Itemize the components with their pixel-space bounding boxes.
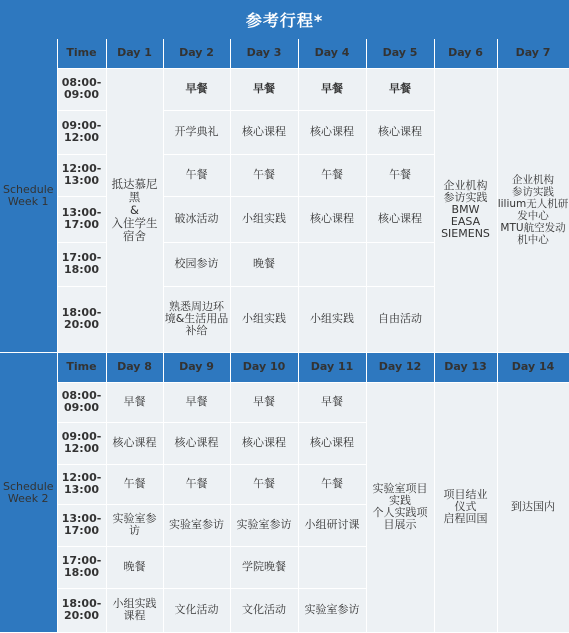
schedule-cell: 早餐 bbox=[163, 68, 230, 110]
schedule-cell: 核心课程 bbox=[230, 110, 298, 154]
header-day-2: Day 2 bbox=[163, 39, 230, 68]
schedule-cell: 午餐 bbox=[163, 464, 230, 504]
schedule-cell: 午餐 bbox=[230, 464, 298, 504]
schedule-cell: 早餐 bbox=[366, 68, 434, 110]
schedule-week1-table bbox=[0, 39, 569, 353]
schedule-cell: 核心课程 bbox=[298, 196, 366, 242]
schedule-cell: 早餐 bbox=[230, 68, 298, 110]
header-day-10: Day 10 bbox=[230, 353, 298, 382]
schedule-cell: 晚餐 bbox=[230, 242, 298, 286]
schedule-cell: 熟悉周边环 境&生活用品 补给 bbox=[163, 286, 230, 352]
header-day-1: Day 1 bbox=[106, 39, 163, 68]
schedule-cell: 午餐 bbox=[298, 464, 366, 504]
schedule-cell: 核心课程 bbox=[298, 110, 366, 154]
schedule-cell: 实验室参访 bbox=[298, 588, 366, 632]
time-slot: 08:00- 09:00 bbox=[57, 382, 106, 422]
schedule-cell: 早餐 bbox=[230, 382, 298, 422]
time-slot: 18:00- 20:00 bbox=[57, 588, 106, 632]
schedule-cell: 破冰活动 bbox=[163, 196, 230, 242]
day14-activity: 到达国内 bbox=[497, 382, 569, 632]
schedule-week2-table bbox=[0, 353, 569, 633]
day1-activity: 抵达慕尼 黑 & 入住学生 宿舍 bbox=[106, 68, 163, 352]
schedule-cell: 自由活动 bbox=[366, 286, 434, 352]
schedule-cell: 午餐 bbox=[230, 154, 298, 196]
schedule-cell bbox=[298, 242, 366, 286]
week2-label: Schedule Week 2 bbox=[0, 353, 57, 632]
day12-activity: 实验室项目 实践 个人实践项 目展示 bbox=[366, 382, 434, 632]
schedule-cell: 实验室参 访 bbox=[106, 504, 163, 546]
schedule-cell: 午餐 bbox=[163, 154, 230, 196]
schedule-cell: 核心课程 bbox=[106, 422, 163, 464]
schedule-cell bbox=[163, 546, 230, 588]
schedule-cell: 校园参访 bbox=[163, 242, 230, 286]
schedule-cell: 核心课程 bbox=[366, 110, 434, 154]
header-day-6: Day 6 bbox=[434, 39, 497, 68]
schedule-cell: 文化活动 bbox=[230, 588, 298, 632]
schedule-cell: 小组实践 bbox=[230, 196, 298, 242]
time-slot: 12:00- 13:00 bbox=[57, 154, 106, 196]
schedule-cell: 早餐 bbox=[298, 382, 366, 422]
schedule-cell bbox=[298, 546, 366, 588]
time-slot: 13:00- 17:00 bbox=[57, 196, 106, 242]
schedule-cell: 小组实践 bbox=[230, 286, 298, 352]
day7-activity: 企业机构 参访实践 lilium无人机研 发中心 MTU航空发动 机中心 bbox=[497, 68, 569, 352]
schedule-cell: 核心课程 bbox=[163, 422, 230, 464]
header-day-8: Day 8 bbox=[106, 353, 163, 382]
schedule-cell: 核心课程 bbox=[230, 422, 298, 464]
header-day-14: Day 14 bbox=[497, 353, 569, 382]
schedule-cell: 早餐 bbox=[298, 68, 366, 110]
header-day-4: Day 4 bbox=[298, 39, 366, 68]
time-slot: 09:00- 12:00 bbox=[57, 422, 106, 464]
schedule-cell: 实验室参访 bbox=[230, 504, 298, 546]
header-day-5: Day 5 bbox=[366, 39, 434, 68]
schedule-cell bbox=[366, 242, 434, 286]
schedule-cell: 小组研讨课 bbox=[298, 504, 366, 546]
time-slot: 12:00- 13:00 bbox=[57, 464, 106, 504]
time-slot: 17:00- 18:00 bbox=[57, 546, 106, 588]
header-time: Time bbox=[57, 353, 106, 382]
schedule-cell: 开学典礼 bbox=[163, 110, 230, 154]
time-slot: 09:00- 12:00 bbox=[57, 110, 106, 154]
time-slot: 18:00- 20:00 bbox=[57, 286, 106, 352]
header-day-11: Day 11 bbox=[298, 353, 366, 382]
schedule-cell: 晚餐 bbox=[106, 546, 163, 588]
week1-label: Schedule Week 1 bbox=[0, 39, 57, 352]
time-slot: 17:00- 18:00 bbox=[57, 242, 106, 286]
schedule-cell: 文化活动 bbox=[163, 588, 230, 632]
day6-activity: 企业机构 参访实践 BMW EASA SIEMENS bbox=[434, 68, 497, 352]
header-day-12: Day 12 bbox=[366, 353, 434, 382]
schedule-cell: 学院晚餐 bbox=[230, 546, 298, 588]
schedule-cell: 小组实践 课程 bbox=[106, 588, 163, 632]
page-title: 参考行程* bbox=[0, 0, 569, 39]
header-day-7: Day 7 bbox=[497, 39, 569, 68]
schedule-cell: 核心课程 bbox=[298, 422, 366, 464]
schedule-cell: 小组实践 bbox=[298, 286, 366, 352]
schedule-cell: 实验室参访 bbox=[163, 504, 230, 546]
day13-activity: 项目结业 仪式 启程回国 bbox=[434, 382, 497, 632]
schedule-cell: 核心课程 bbox=[366, 196, 434, 242]
schedule-cell: 午餐 bbox=[298, 154, 366, 196]
header-day-3: Day 3 bbox=[230, 39, 298, 68]
header-time: Time bbox=[57, 39, 106, 68]
schedule-cell: 午餐 bbox=[106, 464, 163, 504]
time-slot: 08:00- 09:00 bbox=[57, 68, 106, 110]
header-day-13: Day 13 bbox=[434, 353, 497, 382]
time-slot: 13:00- 17:00 bbox=[57, 504, 106, 546]
schedule-cell: 午餐 bbox=[366, 154, 434, 196]
schedule-cell: 早餐 bbox=[106, 382, 163, 422]
schedule-cell: 早餐 bbox=[163, 382, 230, 422]
header-day-9: Day 9 bbox=[163, 353, 230, 382]
